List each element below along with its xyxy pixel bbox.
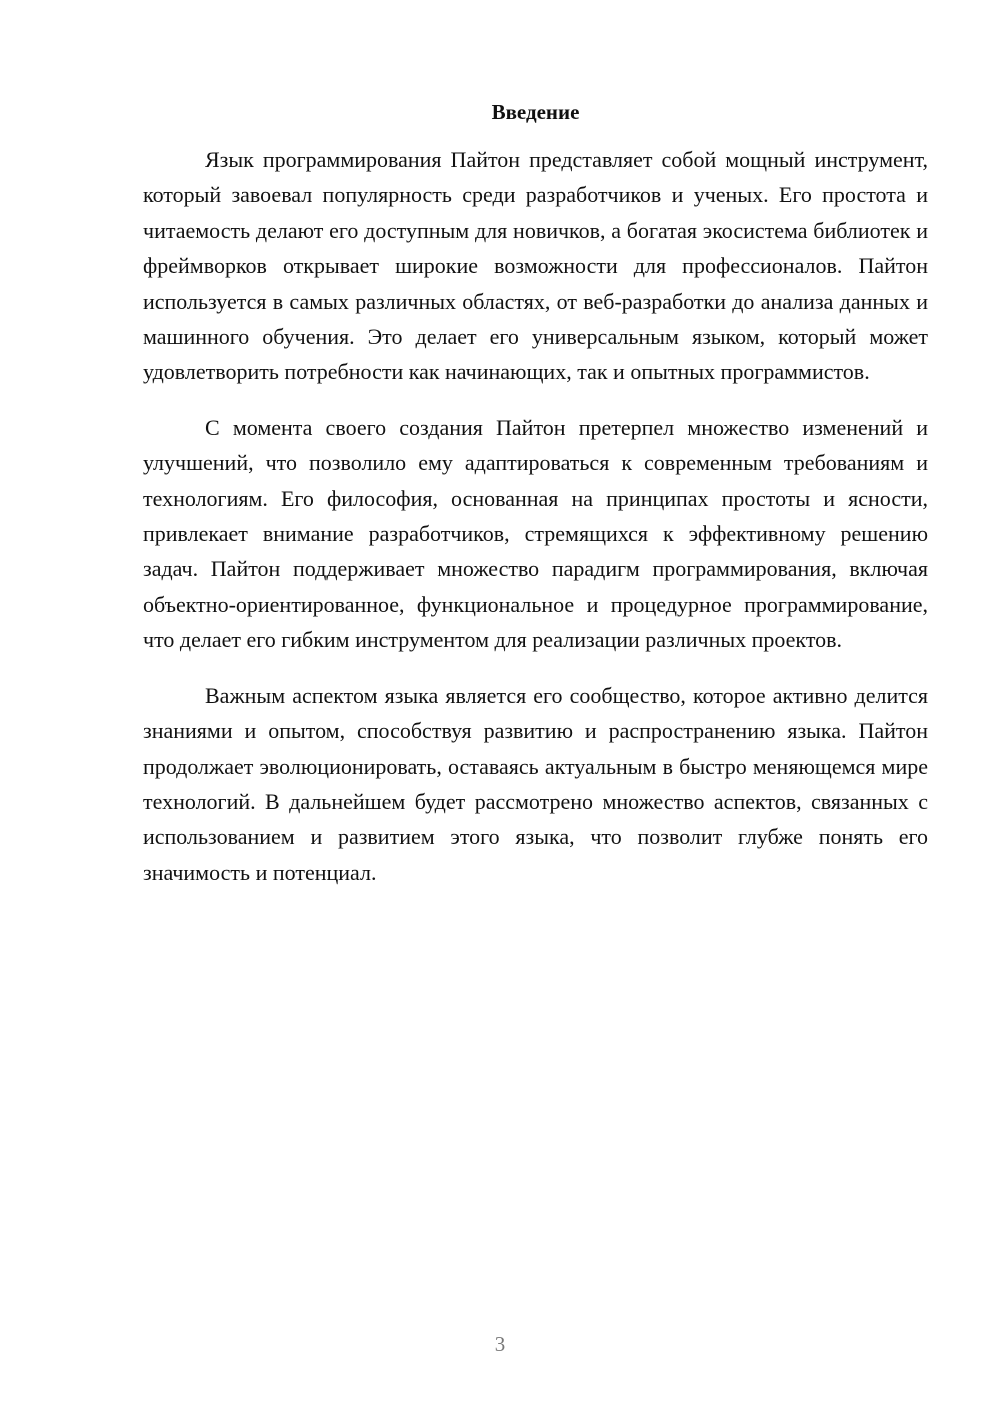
paragraph-1: Язык программирования Пайтон представляет собой мощный инструмент, который завоевал популярность среди разработчиков и ученых. Его простота и читаемость делают его доступным для новичков, а богатая экосистема библиотек и фреймворков открывает широкие возможности для профессионалов. Пайтон используется в самых различных областях, от веб-разработки до анализа данных и машинного обучения. Это делает его универсальным языком, который может удовлетворить потребности как начинающих, так и опытных программистов. <box>143 147 928 385</box>
body-text <box>143 142 928 910</box>
paragraph-3: Важным аспектом языка является его сообщество, которое активно делится знаниями и опытом, способствуя развитию и распространению языка. Пайтон продолжает эволюционировать, оставаясь актуальным в быстро меняющемся мире технологий. В дальнейшем будет рассмотрено множество аспектов, связанных с использованием и развитием этого языка, что позволит глубже понять его значимость и потенциал. <box>143 682 928 885</box>
paragraph-2: С момента своего создания Пайтон претерпел множество изменений и улучшений, что позволило ему адаптироваться к современным требованиям и технологиям. Его философия, основанная на принципах простоты и ясности, привлекает внимание разработчиков, стремящихся к эффективному решению задач. Пайтон поддерживает множество парадигм программирования, включая объектно-ориентированное, функциональное и процедурное программирование, что делает его гибким инструментом для реализации различных проектов. <box>143 414 928 653</box>
section-title: Введение <box>491 100 580 124</box>
page-number: 3 <box>494 1332 506 1356</box>
